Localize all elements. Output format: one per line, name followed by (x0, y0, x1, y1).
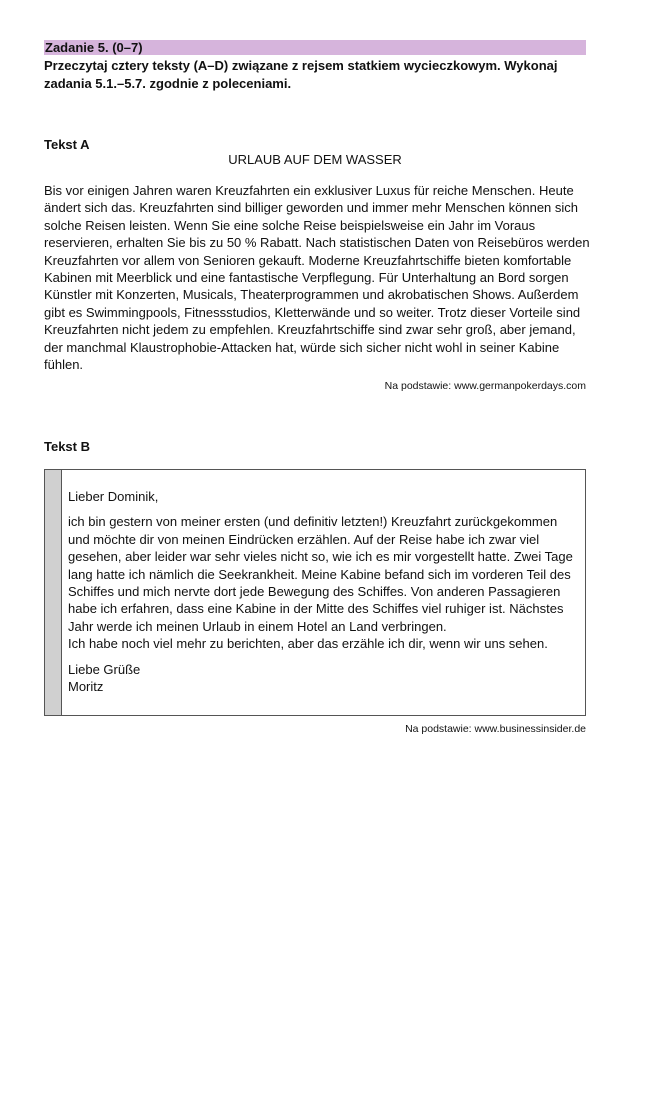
text-a-body: Bis vor einigen Jahren waren Kreuzfahrten ein exklusiver Luxus für reiche Menschen. Heute ändert sich das. Kreuzfahrten sind billiger geworden und immer mehr Menschen können sich solche Reisen leisten. Wenn Sie eine solche Reise beispielsweise ein Jahr im Voraus reservieren, erhalten Sie bis zu 50 % Rabatt. Nach statistischen Daten von Reisebüros werden Kreuzfahrten vor allem von Senioren gekauft. Moderne Kreuzfahrtschiffe bieten komfortable Kabinen mit Meerblick und eine fantastische Verpflegung. Für Unterhaltung an Bord sorgen Künstler mit Konzerten, Musicals, Theaterprogrammen und akrobatischen Shows. Außerdem gibt es Swimmingpools, Fitnessstudios, Kletterwände und so weiter. Trotz dieser Vorteile sind Kreuzfahrten nicht jedem zu empfehlen. Kreuzfahrtschiffe sind zwar sehr groß, aber jemand, der manchmal Klaustrophobie-Attacken hat, würde sich sicher nicht wohl in seiner Kabine fühlen. (44, 183, 590, 373)
letter-closing-line: Ich habe noch viel mehr zu berichten, aber das erzähle ich dir, wenn wir uns sehen. (68, 636, 548, 652)
task-header-text: Zadanie 5. (0–7) (45, 40, 143, 55)
letter-side-strip (45, 470, 62, 715)
text-a-label: Tekst A (44, 137, 90, 152)
letter-body: ich bin gestern von meiner ersten (und definitiv letzten!) Kreuzfahrt zurückgekommen und möchte dir von meinen Eindrücken erzählen. Auf der Reise habe ich zwar viel gesehen, aber leider war sehr vieles nicht so, wie ich es mir vorgestellt hatte. Zwei Tage lang hatte ich nämlich die Seekrankheit. Meine Kabine befand sich im vorderen Teil des Schiffes und mich nervte dort jede Bewegung des Schiffes. Von anderen Passagieren habe ich erfahren, dass eine Kabine in der Mitte des Schiffes viel ruhiger ist. Nächstes Jahr werde ich meinen Urlaub in einem Hotel an Land verbringen. (68, 514, 573, 634)
text-a-source: Na podstawie: www.germanpokerdays.com (384, 380, 586, 392)
letter-content (68, 488, 580, 695)
task-header (44, 40, 586, 55)
text-b-source: Na podstawie: www.businessinsider.de (405, 723, 586, 735)
letter-greeting: Lieber Dominik, (68, 489, 159, 504)
text-b-label: Tekst B (44, 439, 90, 454)
letter-signature: Moritz (68, 679, 104, 695)
text-a-title: URLAUB AUF DEM WASSER (228, 152, 402, 167)
letter-box (44, 469, 586, 716)
task-instructions: Przeczytaj cztery teksty (A–D) związane z rejsem statkiem wycieczkowym. Wykonaj zadania 5.1.–5.7. zgodnie z poleceniami. (44, 58, 558, 91)
letter-sign-off: Liebe Grüße (68, 661, 141, 677)
